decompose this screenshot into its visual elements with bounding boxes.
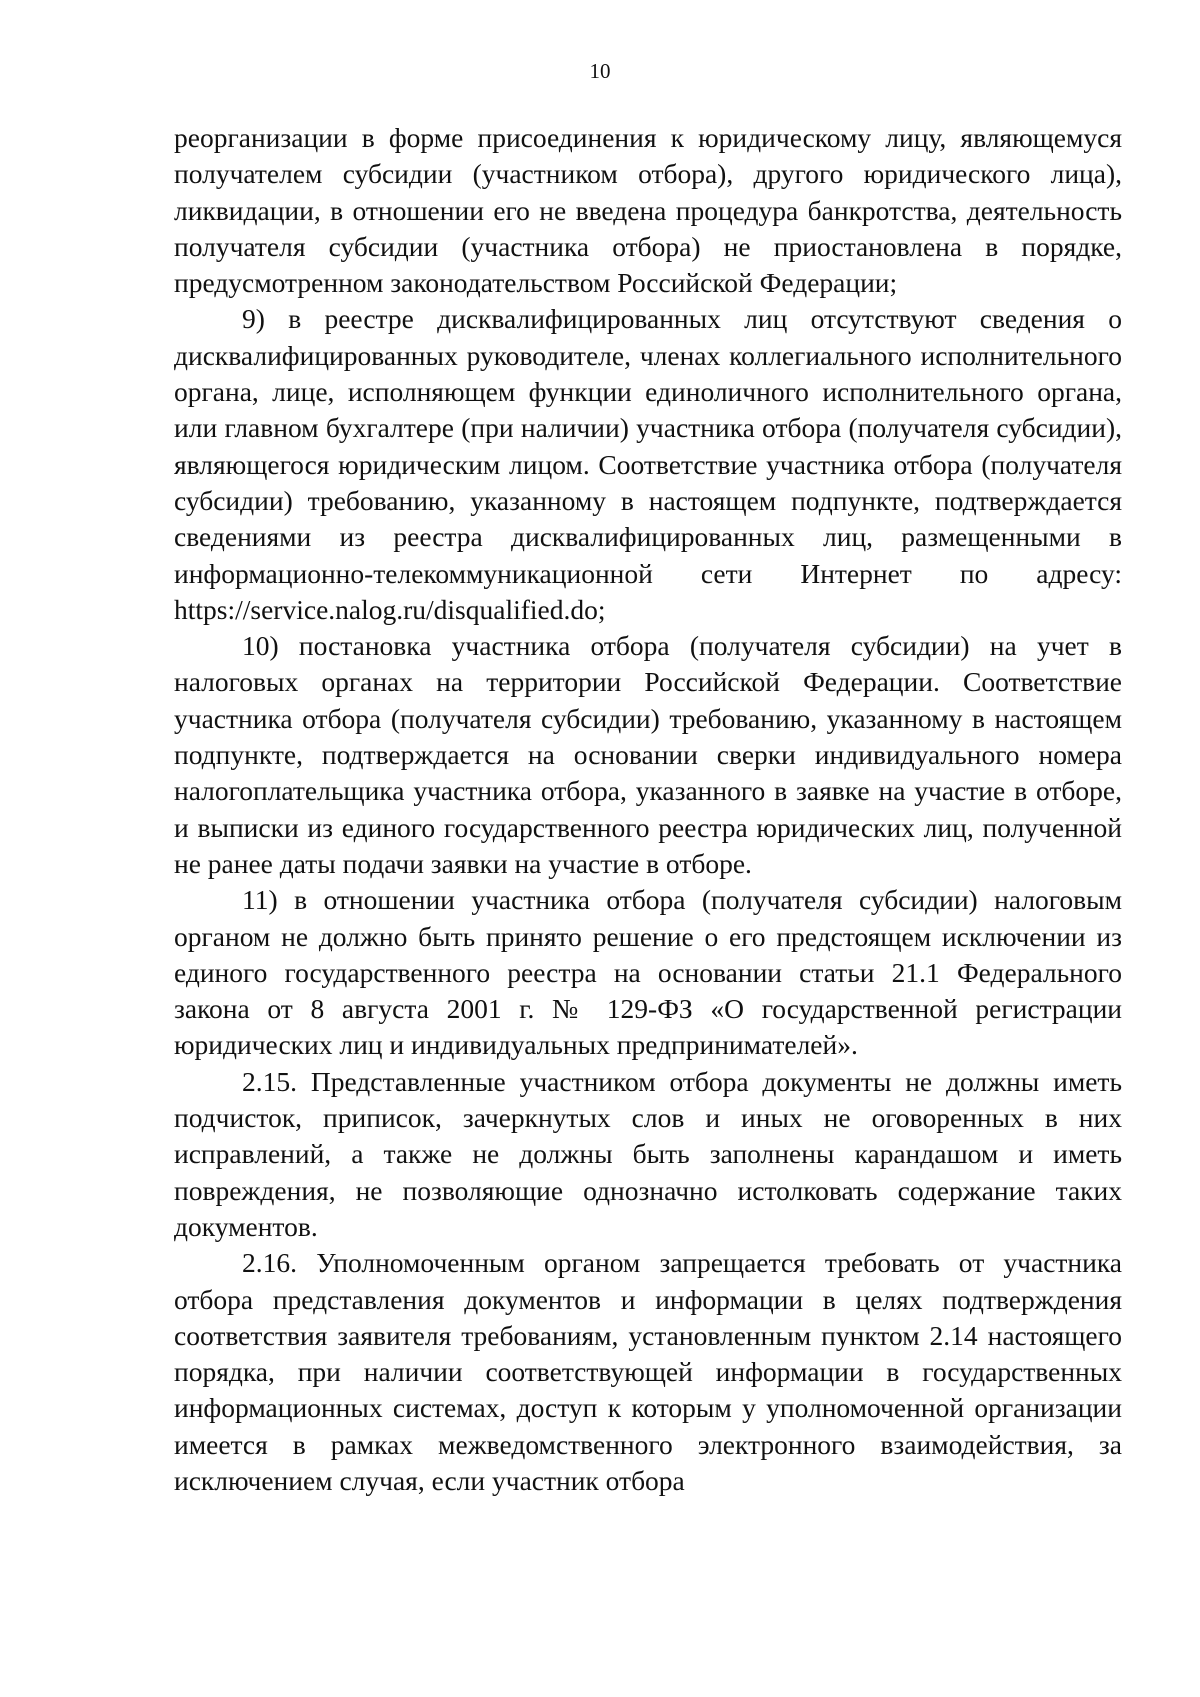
paragraph-item-10: 10) постановка участника отбора (получателя субсидии) на учет в налоговых органах на территории Российской Федерации. Соответствие участника отбора (получателя субсидии) требованию, указанному в настоящем подпункте, подтверждается на основании сверки индивидуального номера налогоплательщика участника отбора, указанного в заявке на участие в отборе, и выписки из единого государственного реестра юридических лиц, полученной не ранее даты подачи заявки на участие в отборе. xyxy=(174,630,1122,879)
document-body xyxy=(174,120,1122,1499)
page-number: 10 xyxy=(589,59,611,83)
paragraph-item-9: 9) в реестре дисквалифицированных лиц отсутствуют сведения о дисквалифицированных руководителе, членах коллегиального исполнительного органа, лице, исполняющем функции единоличного исполнительного органа, или главном бухгалтере (при наличии) участника отбора (получателя субсидии), являющегося юридическим лицом. Соответствие участника отбора (получателя субсидии) требованию, указанному в настоящем подпункте, подтверждается сведениями из реестра дисквалифицированных лиц, размещенными в информационно-телекоммуникационной сети Интернет по адресу: https://service.nalog.ru/disqualified.do; xyxy=(174,303,1122,625)
paragraph-continuation: реорганизации в форме присоединения к юридическому лицу, являющемуся получателем субсидии (участником отбора), другого юридического лица), ликвидации, в отношении его не введена процедура банкротства, деятельность получателя субсидии (участника отбора) не приостановлена в порядке, предусмотренном законодательством Российской Федерации; xyxy=(174,122,1122,299)
paragraph-clause-2-16: 2.16. Уполномоченным органом запрещается требовать от участника отбора представления документов и информации в целях подтверждения соответствия заявителя требованиям, установленным пунктом 2.14 настоящего порядка, при наличии соответствующей информации в государственных информационных системах, доступ к которым у уполномоченной организации имеется в рамках межведомственного электронного взаимодействия, за исключением случая, если участник отбора xyxy=(174,1247,1122,1496)
paragraph-item-11: 11) в отношении участника отбора (получателя субсидии) налоговым органом не должно быть принято решение о его предстоящем исключении из единого государственного реестра на основании статьи 21.1 Федерального закона от 8 августа 2001 г. № 129-ФЗ «О государственной регистрации юридических лиц и индивидуальных предпринимателей». xyxy=(174,884,1122,1061)
paragraph-clause-2-15: 2.15. Представленные участником отбора документы не должны иметь подчисток, приписок, зачеркнутых слов и иных не оговоренных в них исправлений, а также не должны быть заполнены карандашом и иметь повреждения, не позволяющие однозначно истолковать содержание таких документов. xyxy=(174,1065,1122,1242)
